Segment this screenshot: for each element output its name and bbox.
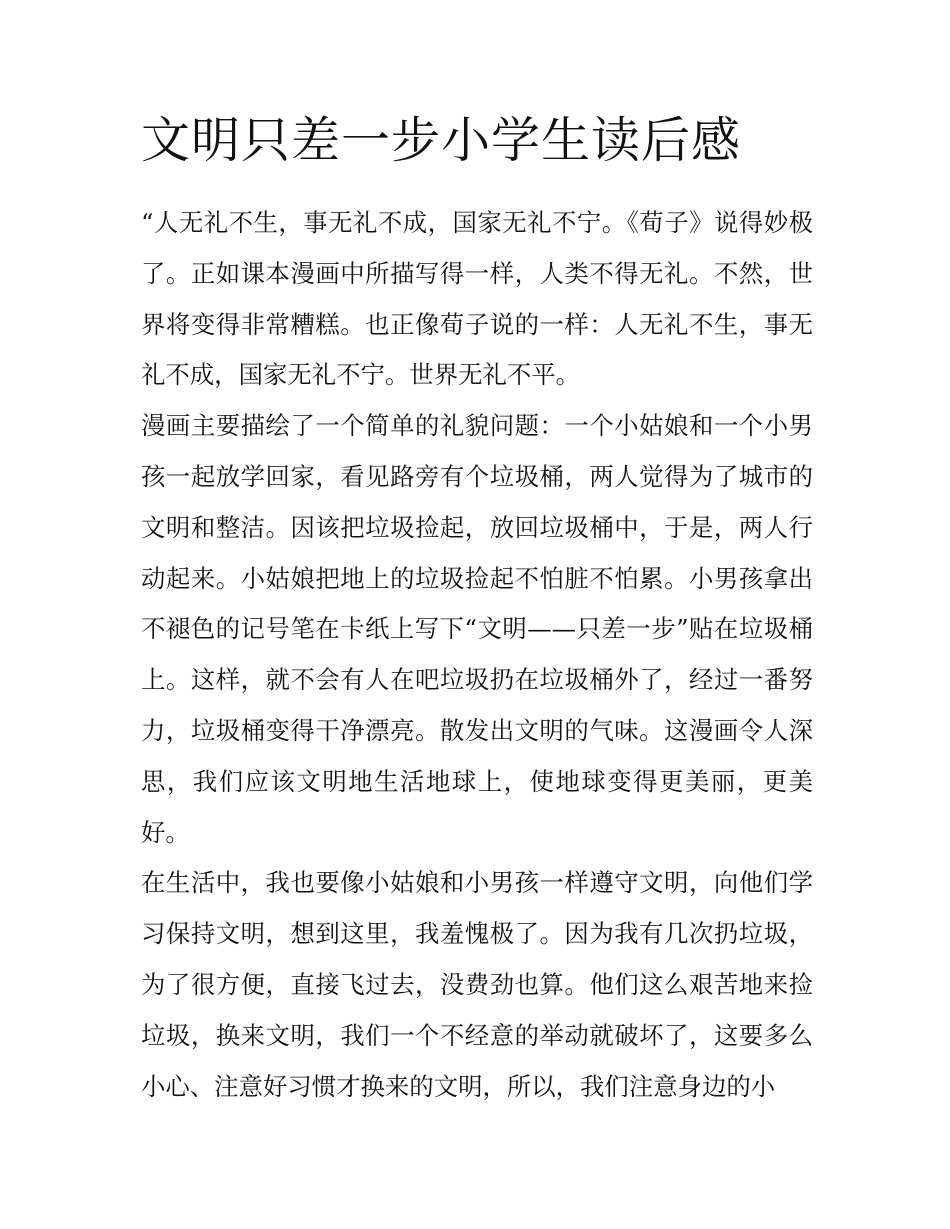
paragraph-intro: “人无礼不生，事无礼不成，国家无礼不宁。《荀子》说得妙极了。正如课本漫画中所描写得一样，人类不得无礼。不然，世界将变得非常糟糕。也正像荀子说的一样：人无礼不生，事无礼不成，国家无礼不宁。世界无礼不平。: [141, 208, 813, 390]
paragraph-reflection: 在生活中，我也要像小姑娘和小男孩一样遵守文明，向他们学习保持文明，想到这里，我羞愧极了。因为我有几次扔垃圾，为了很方便，直接飞过去，没费劲也算。他们这么艰苦地来捡垃圾，换来文明，我们一个不经意的举动就破坏了，这要多么小心、注意好习惯才换来的文明，所以，我们注意身边的小: [141, 868, 813, 1101]
article-body: [141, 198, 813, 1112]
page-title: 文明只差一步小学生读后感: [141, 112, 742, 169]
paragraph-comic-description: 漫画主要描绘了一个简单的礼貌问题：一个小姑娘和一个小男孩一起放学回家，看见路旁有个垃圾桶，两人觉得为了城市的文明和整洁。因该把垃圾捡起，放回垃圾桶中，于是，两人行动起来。小姑娘把地上的垃圾捡起不怕脏不怕累。小男孩拿出不褪色的记号笔在卡纸上写下“文明——只差一步”贴在垃圾桶上。这样，就不会有人在吧垃圾扔在垃圾桶外了，经过一番努力，垃圾桶变得干净漂亮。散发出文明的气味。这漫画令人深思，我们应该文明地生活地球上，使地球变得更美丽，更美好。: [141, 411, 813, 847]
